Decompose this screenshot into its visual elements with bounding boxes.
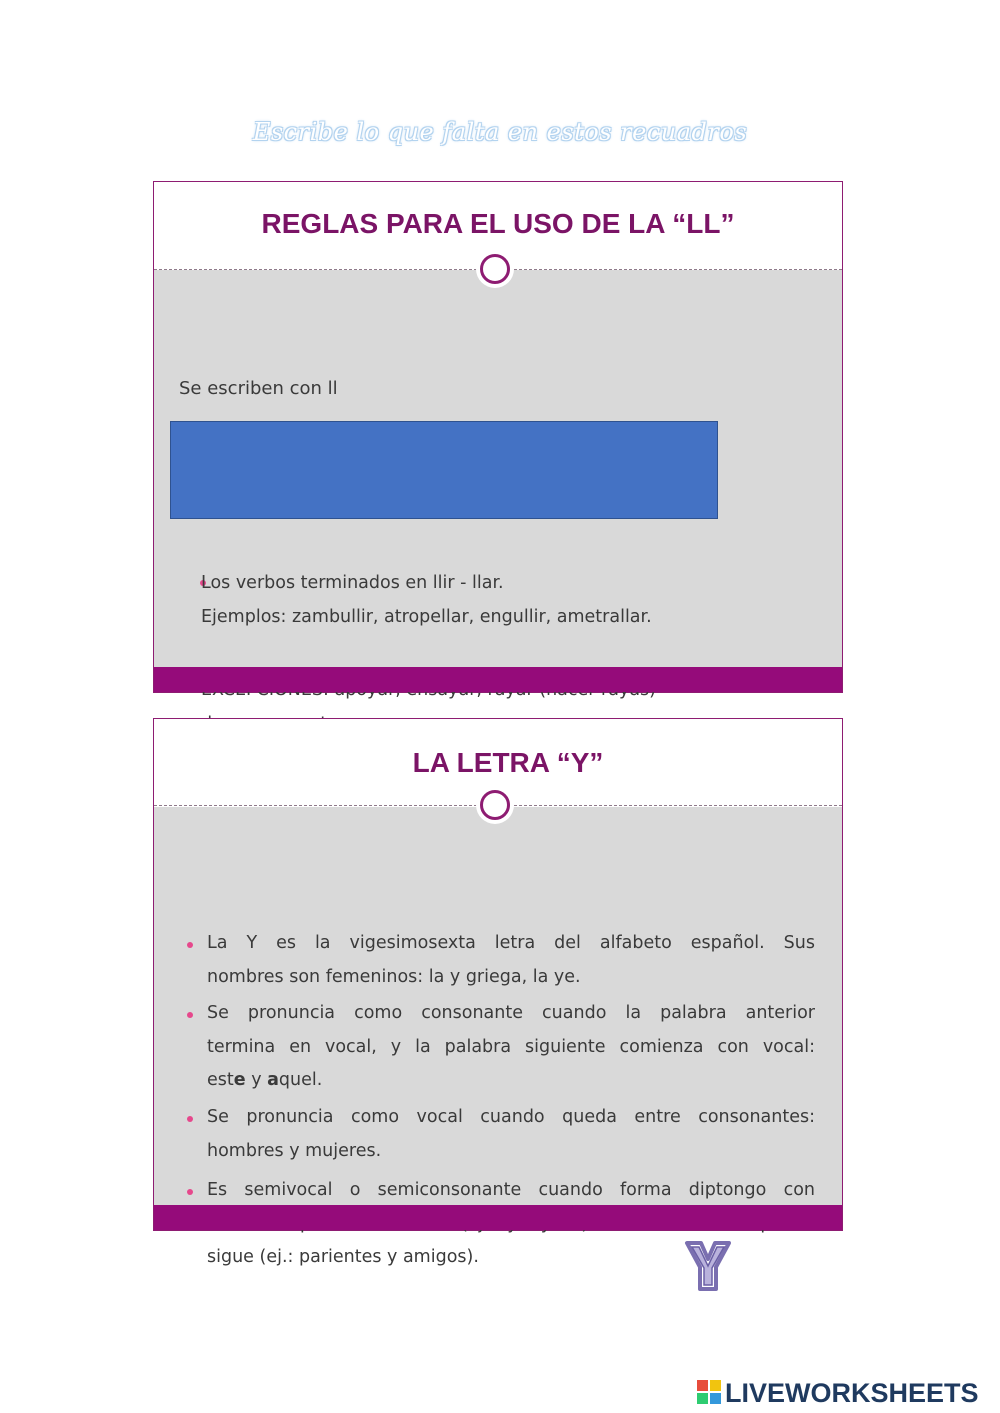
letter-y-icon <box>673 1237 743 1295</box>
ring-ornament-icon <box>480 254 510 284</box>
paragraph-line <box>207 1064 815 1098</box>
bullet-icon <box>187 1012 193 1018</box>
slide-title: REGLAS PARA EL USO DE LA “LL” <box>261 208 735 239</box>
slide-title: LA LETRA “Y” <box>412 747 604 778</box>
slide-ll-rules <box>153 181 843 693</box>
bullet-paragraph <box>207 927 815 994</box>
paragraph-line: La Y es la vigesimosexta letra del alfabeto español. Sus <box>207 933 815 953</box>
bold-letter: e <box>233 1070 246 1090</box>
examples-line: Ejemplos: zambullir, atropellar, engullir, ametrallar. <box>201 607 652 627</box>
paragraph-line: sigue (ej.: parientes y amigos). <box>207 1247 479 1267</box>
slide-body <box>154 807 842 1267</box>
text-run: quel. <box>278 1070 323 1090</box>
bullet-paragraph <box>207 1101 815 1168</box>
answer-input-box[interactable] <box>170 421 718 519</box>
ring-ornament-icon <box>480 790 510 820</box>
bold-letter: a <box>267 1070 279 1090</box>
paragraph-line: termina en vocal, y la palabra siguiente comienza con vocal: <box>207 1036 815 1057</box>
text-run: est <box>207 1070 234 1090</box>
bullet-icon <box>187 1116 193 1122</box>
paragraph-line: Se pronuncia como vocal cuando queda entre consonantes: <box>207 1107 815 1127</box>
slide-letter-y <box>153 718 843 1267</box>
rule-line: Los verbos terminados en llir - llar. <box>201 573 504 593</box>
paragraph-line: nombres son femeninos: la y griega, la ye. <box>207 966 581 987</box>
paragraph-line: hombres y mujeres. <box>207 1140 382 1161</box>
paragraph-line: Es semivocal o semiconsonante cuando forma diptongo con <box>207 1180 815 1200</box>
intro-text: Se escriben con ll <box>179 378 338 399</box>
footer-bar <box>154 1205 842 1230</box>
footer-bar <box>154 667 842 692</box>
liveworksheets-logo-icon <box>697 1380 723 1406</box>
paragraph-line: Se pronuncia como consonante cuando la palabra anterior <box>207 1003 815 1023</box>
worksheet-instruction: Escribe lo que falta en estos recuadros <box>252 118 748 146</box>
bullet-icon <box>187 1189 193 1195</box>
watermark-text: LIVEWORKSHEETS <box>725 1377 979 1408</box>
slide-body <box>154 270 842 668</box>
bullet-icon <box>187 942 193 948</box>
text-run: y <box>245 1070 268 1090</box>
rule-text <box>201 566 652 634</box>
liveworksheets-watermark <box>697 1378 979 1408</box>
bullet-paragraph <box>207 997 815 1098</box>
